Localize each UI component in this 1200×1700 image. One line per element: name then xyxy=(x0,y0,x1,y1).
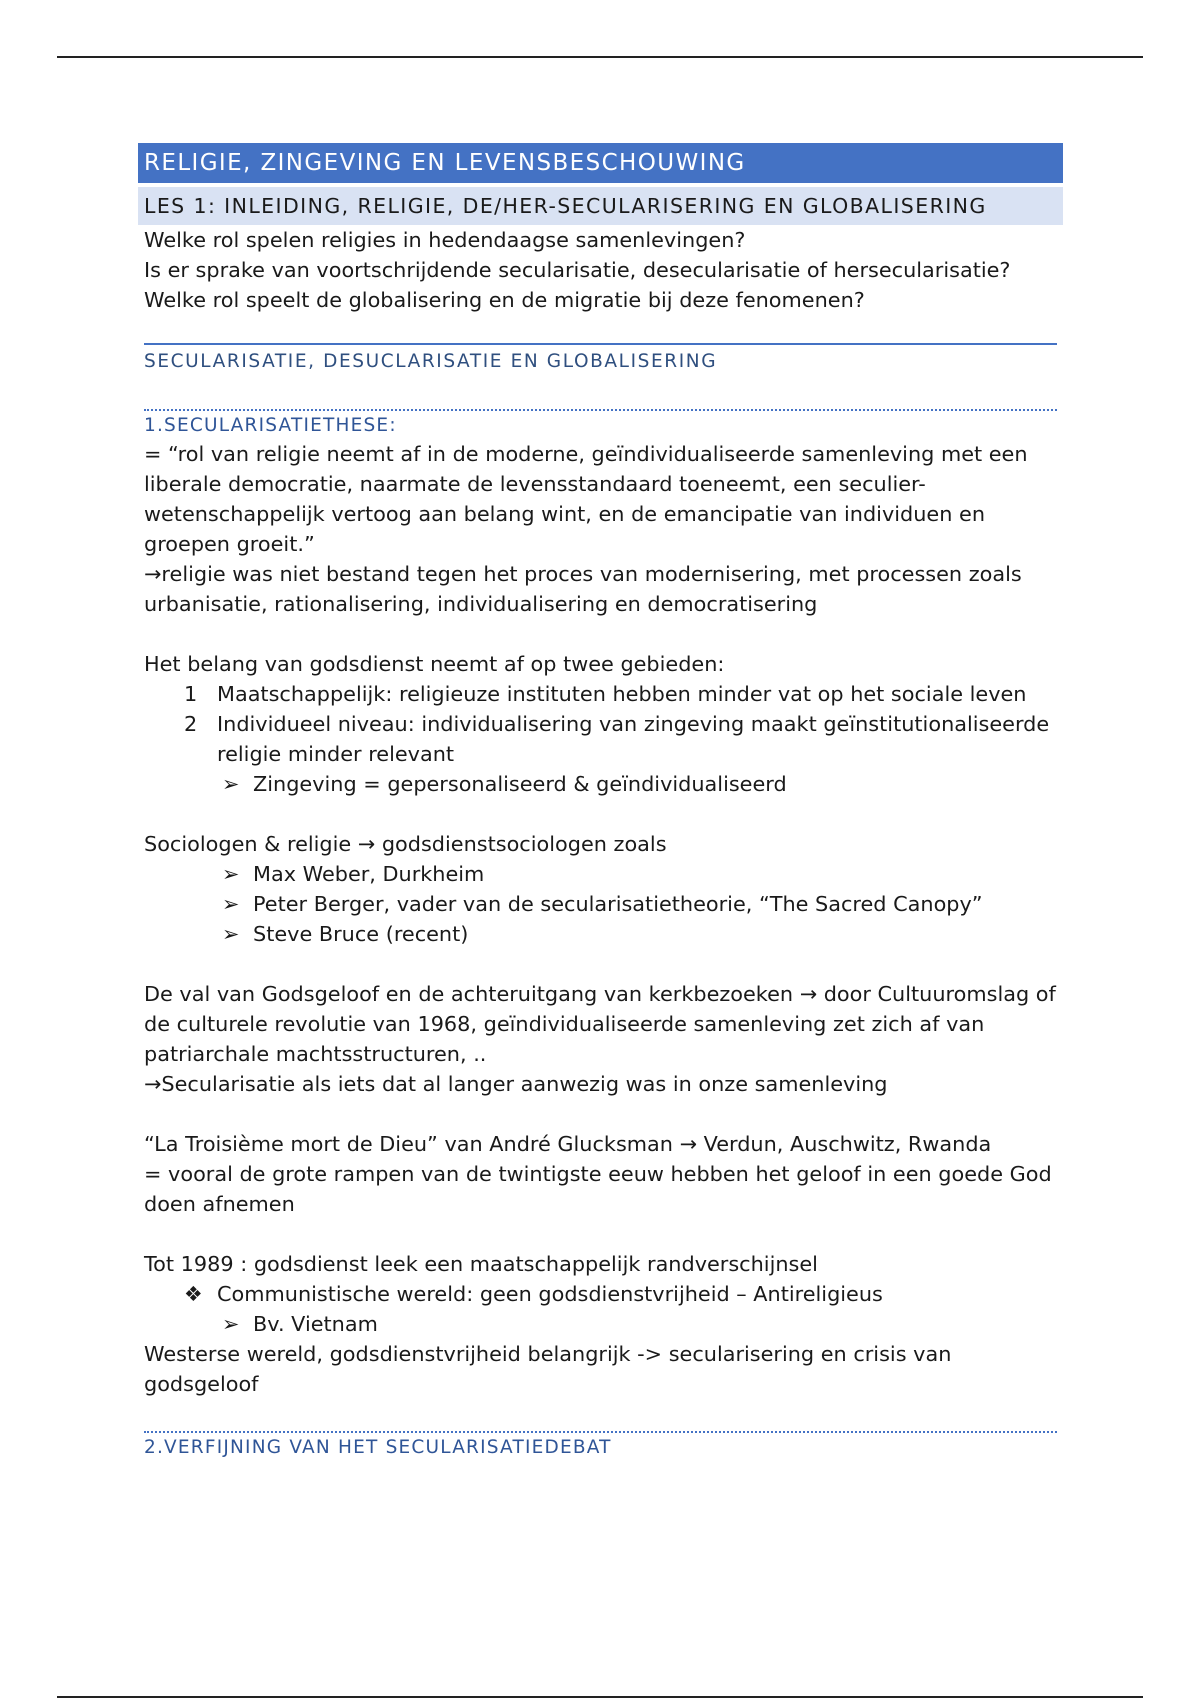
sociologen-intro: Sociologen & religie → godsdienstsociologen zoals xyxy=(144,832,667,856)
list-item xyxy=(144,919,1057,949)
troisieme-mort: “La Troisième mort de Dieu” van André Glucksman → Verdun, Auschwitz, Rwanda xyxy=(144,1132,992,1156)
arrow-bullet-icon: ➢ xyxy=(222,1312,240,1336)
list-item xyxy=(144,679,1057,709)
text-area xyxy=(138,225,1057,1461)
val-arrow-note: →Secularisatie als iets dat al langer aanwezig was in onze samenleving xyxy=(144,1072,888,1096)
footer-rule xyxy=(57,1696,1143,1698)
intro-question-3: Welke rol speelt de globalisering en de migratie bij deze fenomenen? xyxy=(144,288,865,312)
list-item xyxy=(144,769,1057,799)
list-item xyxy=(144,1309,1057,1339)
intro-question-1: Welke rol spelen religies in hedendaagse samenlevingen? xyxy=(144,228,746,252)
belang-intro: Het belang van godsdienst neemt af op twee gebieden: xyxy=(144,652,725,676)
document-body xyxy=(138,143,1063,1461)
intro-question-2: Is er sprake van voortschrijdende secularisatie, desecularisatie of hersecularisatie? xyxy=(144,258,1011,282)
document-title: RELIGIE, ZINGEVING EN LEVENSBESCHOUWING xyxy=(138,143,1063,183)
subsection-heading-2: 2.VERFIJNING VAN HET SECULARISATIEDEBAT xyxy=(144,1431,1057,1461)
list-number: 2 xyxy=(184,712,198,736)
list-item xyxy=(144,709,1057,769)
list-item xyxy=(144,859,1057,889)
list-number: 1 xyxy=(184,682,198,706)
modernisering-note: →religie was niet bestand tegen het proces van modernisering, met processen zoals urbanisatie, rationalisering, individualisering en democratisering xyxy=(144,562,1022,616)
troisieme-definition: = vooral de grote rampen van de twintigste eeuw hebben het geloof in een goede God doen afnemen xyxy=(144,1162,1052,1216)
arrow-bullet-icon: ➢ xyxy=(222,772,240,796)
arrow-bullet-icon: ➢ xyxy=(222,922,240,946)
list-item-text: Steve Bruce (recent) xyxy=(253,922,469,946)
list-item-text: Communistische wereld: geen godsdienstvrijheid – Antireligieus xyxy=(217,1282,883,1306)
list-item-text: Zingeving = gepersonaliseerd & geïndividualiseerd xyxy=(253,772,787,796)
list-item-text: Bv. Vietnam xyxy=(253,1312,378,1336)
diamond-bullet-icon: ❖ xyxy=(184,1282,203,1306)
lesson-title: LES 1: INLEIDING, RELIGIE, DE/HER-SECULARISERING EN GLOBALISERING xyxy=(138,187,1063,225)
list-item xyxy=(144,1279,1057,1309)
arrow-bullet-icon: ➢ xyxy=(222,892,240,916)
westerse-wereld: Westerse wereld, godsdienstvrijheid belangrijk -> secularisering en crisis van godsgeloof xyxy=(144,1342,952,1396)
val-godsgeloof: De val van Godsgeloof en de achteruitgang van kerkbezoeken → door Cultuuromslag of de culturele revolutie van 1968, geïndividualiseerde samenleving zet zich af van patriarchale machtsstructuren, .. xyxy=(144,982,1056,1066)
secularisatie-definition: = “rol van religie neemt af in de moderne, geïndividualiseerde samenleving met een liberale democratie, naarmate de levensstandaard toeneemt, een seculier-wetenschappelijk vertoog aan belang wint, en de emancipatie van individuen en groepen groeit.” xyxy=(144,442,1028,556)
arrow-bullet-icon: ➢ xyxy=(222,862,240,886)
section-heading: SECULARISATIE, DESUCLARISATIE EN GLOBALISERING xyxy=(144,343,1057,377)
subsection-heading-1: 1.SECULARISATIETHESE: xyxy=(144,409,1057,439)
tot-1989: Tot 1989 : godsdienst leek een maatschappelijk randverschijnsel xyxy=(144,1252,818,1276)
list-item xyxy=(144,889,1057,919)
header-rule xyxy=(57,56,1143,58)
list-item-text: Individueel niveau: individualisering van zingeving maakt geïnstitutionaliseerde religie minder relevant xyxy=(217,712,1050,766)
list-item-text: Maatschappelijk: religieuze instituten hebben minder vat op het sociale leven xyxy=(217,682,1027,706)
list-item-text: Max Weber, Durkheim xyxy=(253,862,485,886)
list-item-text: Peter Berger, vader van de secularisatietheorie, “The Sacred Canopy” xyxy=(253,892,983,916)
